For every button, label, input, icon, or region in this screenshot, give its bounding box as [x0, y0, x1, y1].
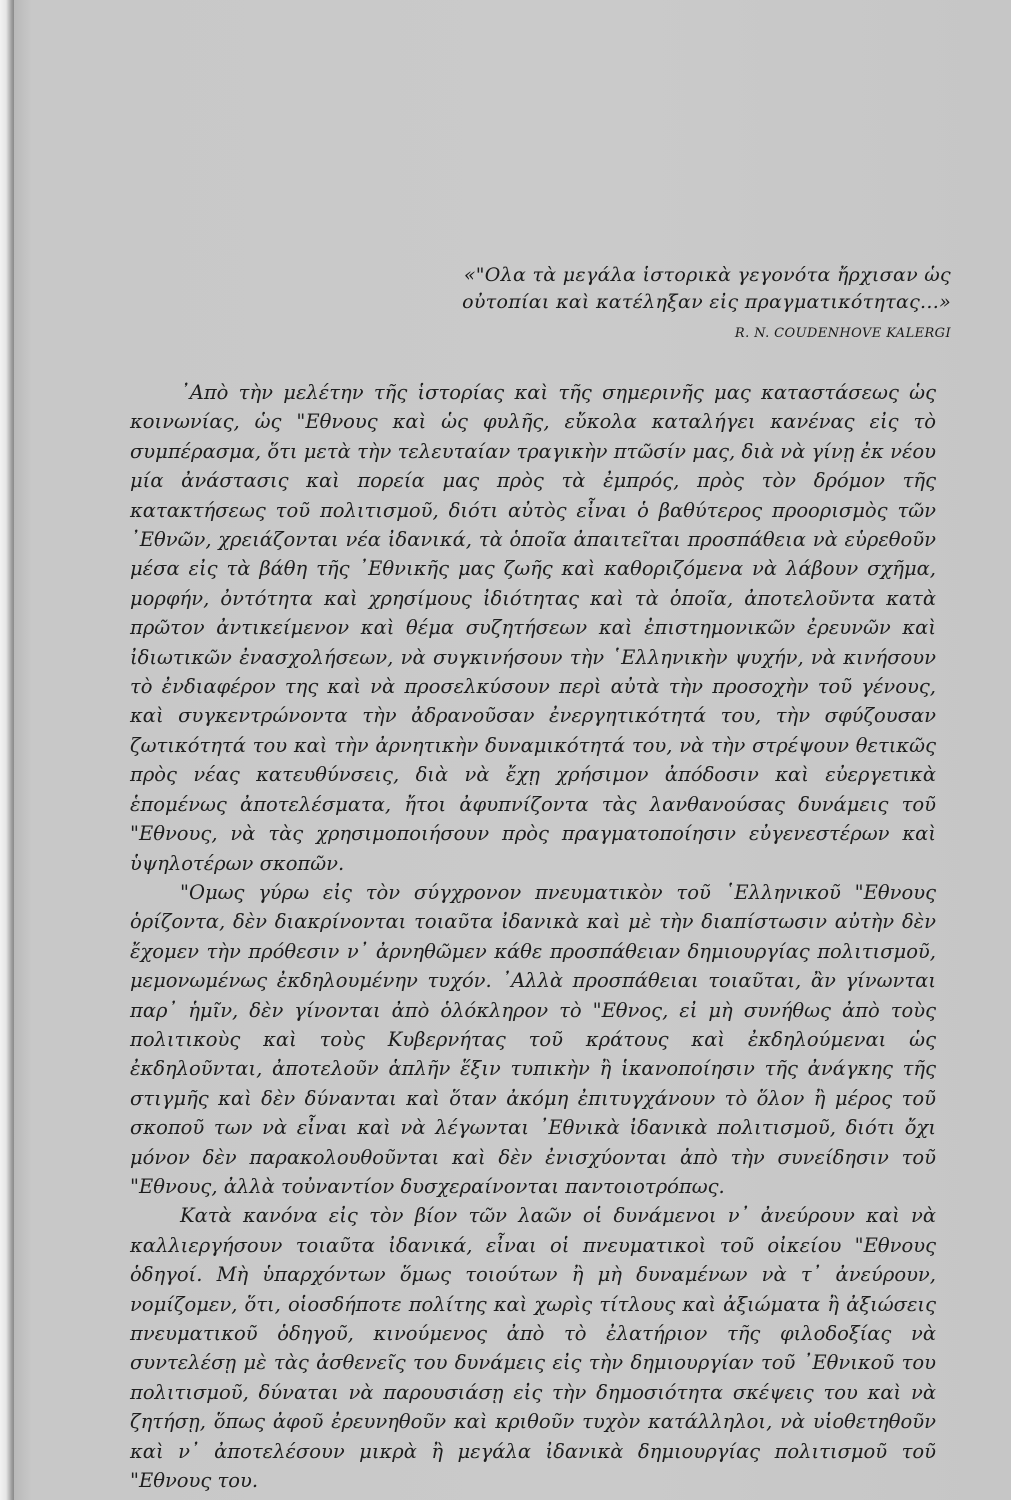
epigraph-author: R. N. COUDENHOVE KALERGI — [734, 326, 951, 341]
body-text — [130, 378, 936, 1495]
paragraph: "Ομως γύρω εἰς τὸν σύγχρονον πνευματικὸν τοῦ ῾Ελληνικοῦ "Εθνους ὁρίζοντα, δὲν διακρίνονται τοιαῦτα ἰδανικὰ καὶ μὲ τὴν διαπίστωσιν αὐτὴν δὲν ἔχομεν τὴν πρόθεσιν ν᾿ ἀρνηθῶμεν κάθε προσπάθειαν δημιουργίας πολιτισμοῦ, μεμονωμένως ἐκδηλουμένην τυχόν. ᾿Αλλὰ προσπάθειαι τοιαῦται, ἂν γίνωνται παρ᾿ ἡμῖν, δὲν γίνονται ἀπὸ ὁλόκληρον τὸ "Εθνος, εἰ μὴ συνήθως ἀπὸ τοὺς πολιτικοὺς καὶ τοὺς Κυβερνήτας τοῦ κράτους καὶ ἐκδηλούμεναι ὡς ἐκδηλοῦνται, ἀποτελοῦν ἁπλῆν ἕξιν τυπικὴν ἢ ἱκανοποίησιν τῆς ἀνάγκης τῆς στιγμῆς καὶ δὲν δύνανται καὶ ὅταν ἀκόμη ἐπιτυγχάνουν τὸ ὅλον ἢ μέρος τοῦ σκοποῦ των νὰ εἶναι καὶ νὰ λέγωνται ᾿Εθνικὰ ἰδανικὰ πολιτισμοῦ, διότι ὄχι μόνον δὲν παρακολουθοῦνται καὶ δὲν ἐνισχύονται ἀπὸ τὴν συνείδησιν τοῦ "Εθνους, ἀλλὰ τοὐναντίον δυσχεραίνονται παντοιοτρόπως. — [130, 880, 936, 1198]
page-gutter — [0, 0, 14, 1500]
document-page — [14, 0, 1011, 1500]
epigraph-quote: «"Ολα τὰ μεγάλα ἱστορικὰ γεγονότα ἤρχισαν ὡς οὐτοπίαι καὶ κατέληξαν εἰς πραγματικότητας...» — [462, 264, 951, 313]
epigraph — [431, 262, 951, 347]
paragraph: Κατὰ κανόνα εἰς τὸν βίον τῶν λαῶν οἱ δυνάμενοι ν᾿ ἀνεύρουν καὶ νὰ καλλιεργήσουν τοιαῦτα ἰδανικά, εἶναι οἱ πνευματικοὶ τοῦ οἰκείου "Εθνους ὁδηγοί. Μὴ ὑπαρχόντων ὅμως τοιούτων ἢ μὴ δυναμένων νὰ τ᾿ ἀνεύρουν, νομίζομεν, ὅτι, οἱοσδήποτε πολίτης καὶ χωρὶς τίτλους καὶ ἀξιώματα ἢ ἀξιώσεις πνευματικοῦ ὁδηγοῦ, κινούμενος ἀπὸ τὸ ἐλατήριον τῆς φιλοδοξίας νὰ συντελέσῃ μὲ τὰς ἀσθενεῖς του δυνάμεις εἰς τὴν δημιουργίαν τοῦ ᾿Εθνικοῦ του πολιτισμοῦ, δύναται νὰ παρουσιάσῃ εἰς τὴν δημοσιότητα σκέψεις του καὶ νὰ ζητήσῃ, ὅπως ἀφοῦ ἐρευνηθοῦν καὶ κριθοῦν τυχὸν κατάλληλοι, νὰ υἱοθετηθοῦν καὶ ν᾿ ἀποτελέσουν μικρὰ ἢ μεγάλα ἰδανικὰ δημιουργίας πολιτισμοῦ τοῦ "Εθνους του. — [130, 1204, 936, 1493]
paragraph: ᾿Απὸ τὴν μελέτην τῆς ἱστορίας καὶ τῆς σημερινῆς μας καταστάσεως ὡς κοινωνίας, ὡς "Εθνους καὶ ὡς φυλῆς, εὔκολα καταλήγει κανένας εἰς τὸ συμπέρασμα, ὅτι μετὰ τὴν τελευταίαν τραγικὴν πτῶσίν μας, διὰ νὰ γίνῃ ἐκ νέου μία ἀνάστασις καὶ πορεία μας πρὸς τὰ ἐμπρός, πρὸς τὸν δρόμον τῆς κατακτήσεως τοῦ πολιτισμοῦ, διότι αὐτὸς εἶναι ὁ βαθύτερος προορισμὸς τῶν ᾿Εθνῶν, χρειάζονται νέα ἰδανικά, τὰ ὁποῖα ἀπαιτεῖται προσπάθεια νὰ εὑρεθοῦν μέσα εἰς τὰ βάθη τῆς ᾿Εθνικῆς μας ζωῆς καὶ καθοριζόμενα νὰ λάβουν σχῆμα, μορφήν, ὀντότητα καὶ χρησίμους ἰδιότητας καὶ τὰ ὁποῖα, ἀποτελοῦντα κατὰ πρῶτον ἀντικείμενον καὶ θέμα συζητήσεων καὶ ἐπιστημονικῶν ἐρευνῶν καὶ ἰδιωτικῶν ἐνασχολήσεων, νὰ συγκινήσουν τὴν ῾Ελληνικὴν ψυχήν, νὰ κινήσουν τὸ ἐνδιαφέρον της καὶ νὰ προσελκύσουν περὶ αὐτὰ τὴν προσοχὴν τοῦ γένους, καὶ συγκεντρώνοντα τὴν ἀδρανοῦσαν ἐνεργητικότητά του, τὴν σφύζουσαν ζωτικότητά του καὶ τὴν ἀρνητικὴν δυναμικότητά του, νὰ τὴν στρέψουν θετικῶς πρὸς νέας κατευθύνσεις, διὰ νὰ ἔχῃ χρήσιμον ἀπόδοσιν καὶ εὐεργετικὰ ἑπομένως ἀποτελέσματα, ἤτοι ἀφυπνίζοντα τὰς λανθανούσας δυνάμεις τοῦ "Εθνους, νὰ τὰς χρησιμοποιήσουν πρὸς πραγματοποίησιν εὐγενεστέρων καὶ ὑψηλοτέρων σκοπῶν. — [130, 381, 936, 875]
